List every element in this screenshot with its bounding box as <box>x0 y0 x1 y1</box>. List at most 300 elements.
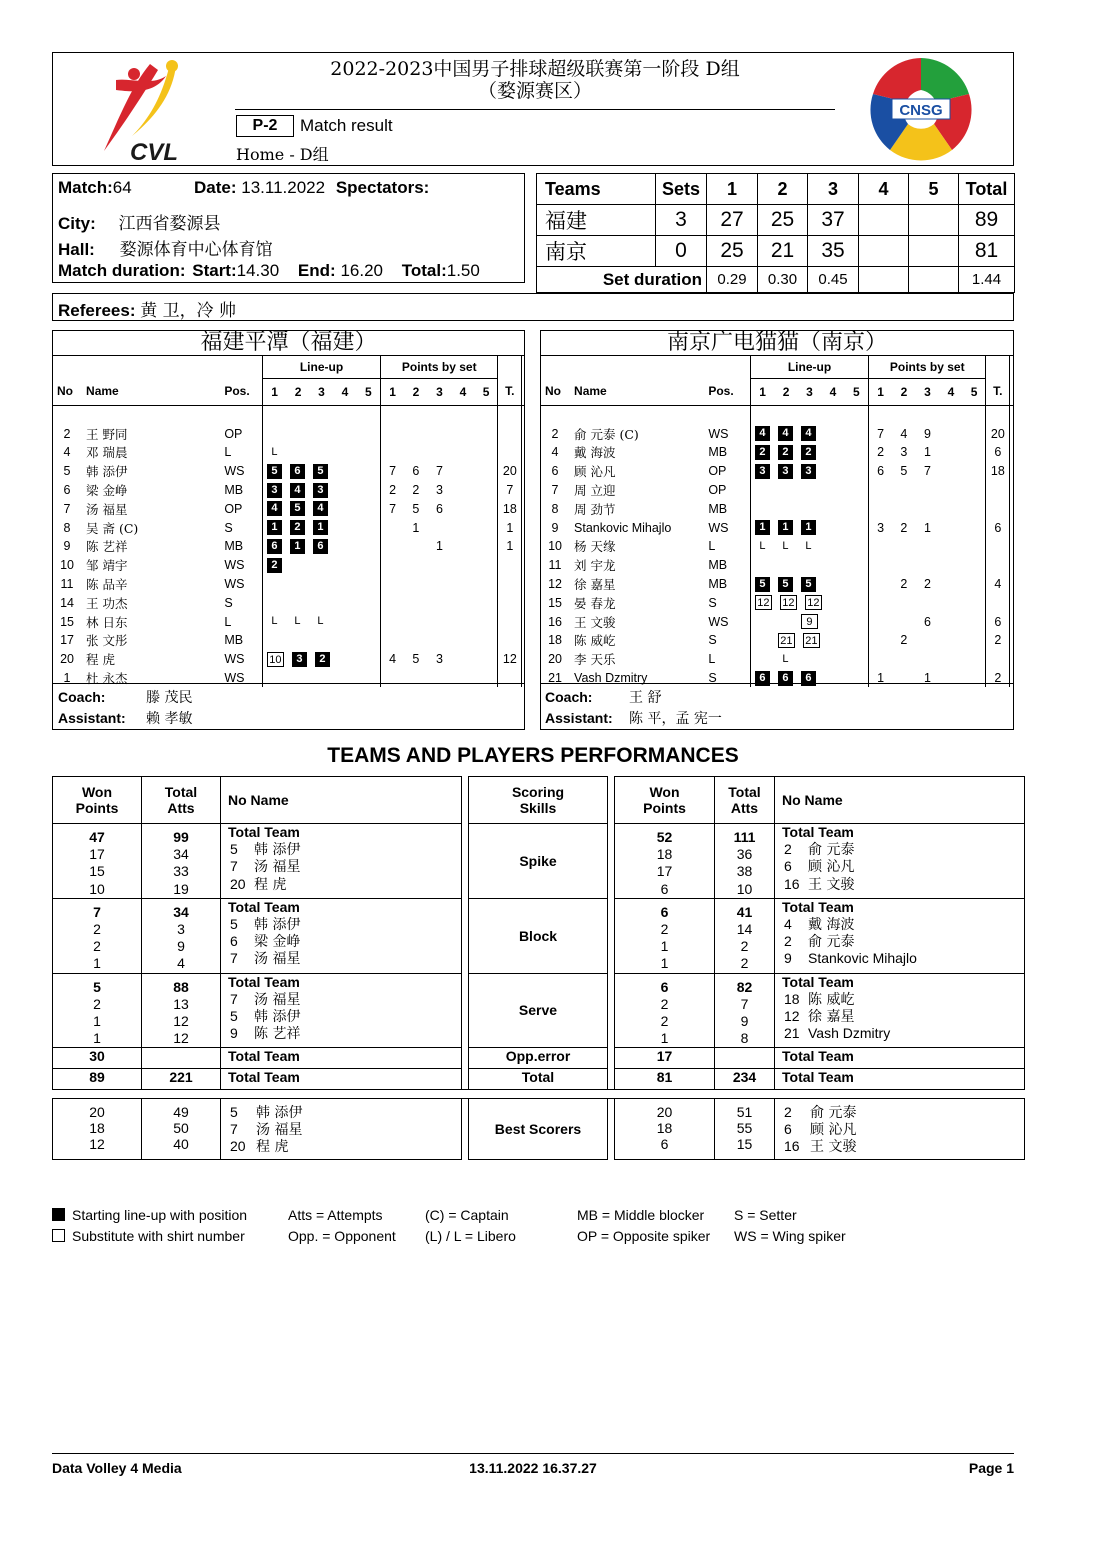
points-by-set-header: Points by set <box>869 356 986 378</box>
result-cell: 0 <box>656 236 707 267</box>
perf-player: Total Team <box>221 1069 462 1090</box>
lineup-position: 6 <box>313 539 328 554</box>
result-cell: 81 <box>959 236 1015 267</box>
perf-value: 20 <box>89 1104 105 1121</box>
perf-value: 2 <box>93 995 101 1012</box>
player-total: 6 <box>986 612 1010 631</box>
lineup-position: 21 <box>778 633 795 648</box>
player-row <box>540 556 1014 575</box>
player-lineup <box>262 650 380 669</box>
perf-section <box>53 898 1025 973</box>
result-header: Total <box>959 174 1015 205</box>
footer-center: 13.11.2022 16.37.27 <box>469 1460 597 1476</box>
skill-label: Serve <box>469 973 608 1048</box>
set-header: 4 <box>829 384 837 399</box>
player-row <box>52 462 525 481</box>
perf-player <box>775 1008 1024 1025</box>
player-position: WS <box>224 652 245 667</box>
title-line-2: （婺源赛区） <box>477 80 592 102</box>
perf-player-number: 7 <box>230 950 238 967</box>
set-points <box>428 443 452 462</box>
perf-player-name: 王 文骏 <box>808 876 855 893</box>
player-position: S <box>708 671 717 686</box>
perf-player <box>221 858 461 875</box>
start-value: 14.30 <box>236 261 280 280</box>
perf-player-name: Total Team <box>228 973 300 990</box>
perf-value: 33 <box>173 863 189 880</box>
perf-player <box>221 876 461 893</box>
perf-player <box>221 916 461 933</box>
perf-value: 18 <box>656 846 673 863</box>
player-row <box>540 499 1014 518</box>
end-label: End: <box>297 261 336 280</box>
set-points <box>963 443 986 462</box>
perf-value: 234 <box>715 1069 775 1090</box>
set-points <box>869 556 893 575</box>
player-total: 6 <box>986 443 1010 462</box>
perf-player-name: 汤 福星 <box>254 951 301 968</box>
no-header: No <box>545 384 561 399</box>
player-total <box>986 499 1010 518</box>
lineup-table <box>540 356 1014 687</box>
lineup-position: 5 <box>778 577 793 592</box>
set-points <box>475 650 498 669</box>
perf-player <box>221 933 461 950</box>
match-label: Match: <box>58 178 113 197</box>
perf-player-name: Total Team <box>782 973 854 990</box>
set-points <box>428 575 452 594</box>
set-points <box>428 518 452 537</box>
perf-player: 16 王 文骏 <box>784 1138 857 1156</box>
set-points: 7 <box>869 424 893 443</box>
set-points <box>451 537 475 556</box>
coach-value: 滕 茂民 <box>146 690 193 706</box>
lineup-table <box>52 356 525 687</box>
performance-table <box>52 776 1025 1160</box>
player-name: 杨 天缘 <box>574 539 616 555</box>
player-number: 9 <box>63 539 71 554</box>
lineup-position: 3 <box>801 464 816 479</box>
perf-player-number: 2 <box>784 933 792 950</box>
player-name: 陈 威屹 <box>574 633 616 649</box>
perf-player <box>221 1008 461 1025</box>
player-total <box>498 669 522 688</box>
lineup-header: Line-up <box>262 356 380 378</box>
player-position: WS <box>224 671 245 686</box>
set-points: 1 <box>412 520 420 535</box>
set-points <box>451 650 475 669</box>
player-total: 18 <box>986 462 1010 481</box>
legend-sub <box>52 1228 245 1244</box>
player-number: 10 <box>548 539 562 554</box>
player-position: OP <box>224 501 243 516</box>
player-name: 晏 春龙 <box>574 595 616 611</box>
set-points <box>939 575 963 594</box>
set-points <box>475 443 498 462</box>
player-name: 徐 嘉星 <box>574 577 616 593</box>
set-duration: 1.44 <box>959 267 1015 293</box>
pos-header: Pos. <box>708 384 734 399</box>
city-value: 江西省婺源县 <box>118 214 221 234</box>
lineup-position: 1 <box>778 520 793 535</box>
player-total: 4 <box>986 575 1010 594</box>
set-points <box>404 631 428 650</box>
coach-label: Coach: <box>545 689 593 705</box>
perf-player-name: 程 虎 <box>254 876 287 893</box>
player-lineup <box>262 499 380 518</box>
player-total: 7 <box>498 481 522 500</box>
player-row <box>52 669 525 688</box>
player-row <box>540 669 1014 688</box>
perf-value: 40 <box>173 1136 189 1153</box>
player-row <box>540 593 1014 612</box>
set-points <box>916 499 940 518</box>
player-name: 程 虎 <box>86 652 116 668</box>
perf-value: 99 <box>173 829 189 845</box>
lineup-position: L <box>782 540 789 553</box>
perf-player <box>775 933 1024 950</box>
perf-player-number: 20 <box>230 875 246 892</box>
player-position: WS <box>224 464 245 479</box>
set-points <box>475 537 498 556</box>
lineup-position: L <box>271 615 278 628</box>
set-header: 2 <box>412 384 420 399</box>
set-points <box>404 612 428 631</box>
player-number: 21 <box>548 671 562 686</box>
footer-right: Page 1 <box>968 1460 1014 1476</box>
set-points: 3 <box>900 445 908 460</box>
set-points: 7 <box>435 464 443 479</box>
perf-player-number: 6 <box>784 858 792 875</box>
lineup-position: 4 <box>313 501 328 516</box>
player-row <box>52 612 525 631</box>
player-position: MB <box>708 445 728 460</box>
legend <box>52 1207 1014 1251</box>
player-name: 林 日东 <box>86 614 128 630</box>
lineup-position: 2 <box>267 558 282 573</box>
set-points <box>475 481 498 500</box>
lineup-position: 2 <box>778 445 793 460</box>
perf-value: 3 <box>177 920 185 937</box>
perf-player-name: Total Team <box>782 824 854 840</box>
set-header: 1 <box>869 378 893 405</box>
lineup-position: 6 <box>290 464 305 479</box>
perf-value: 9 <box>740 1012 749 1029</box>
player-total: 6 <box>986 518 1010 537</box>
set-points <box>381 669 405 688</box>
player-row <box>540 537 1014 556</box>
perf-player <box>775 824 1024 841</box>
player-number: 16 <box>548 614 562 629</box>
set-points <box>404 424 428 443</box>
player-lineup <box>262 537 380 556</box>
player-lineup <box>750 424 868 443</box>
lineup-position: 5 <box>267 464 282 479</box>
perf-value: 41 <box>736 903 753 920</box>
player-row <box>52 593 525 612</box>
player-name: 周 立迎 <box>574 483 616 499</box>
lineup-position: 2 <box>801 445 816 460</box>
lineup-position: 9 <box>801 614 818 629</box>
player-row <box>540 518 1014 537</box>
perf-player-number: 7 <box>230 858 238 875</box>
lineup-position: 2 <box>290 520 305 535</box>
set-points: 7 <box>381 462 405 481</box>
set-points: 1 <box>923 671 931 686</box>
player-row <box>52 575 525 594</box>
set-duration <box>859 267 909 293</box>
set-points <box>475 499 498 518</box>
legend-text: Starting line-up with position <box>72 1207 248 1223</box>
player-number: 20 <box>60 652 74 667</box>
perf-value: 12 <box>89 1136 105 1153</box>
lineup-position: 2 <box>755 445 770 460</box>
set-points <box>939 593 963 612</box>
lineup-position: 6 <box>801 671 816 686</box>
set-points: 2 <box>923 577 931 592</box>
set-points <box>916 650 940 669</box>
player-position: WS <box>708 520 729 535</box>
perf-value: 7 <box>740 995 749 1012</box>
set-points <box>869 481 893 500</box>
perf-value: 6 <box>660 978 669 995</box>
perf-player <box>221 899 461 916</box>
player-total: 18 <box>498 499 522 518</box>
player-total: 1 <box>498 518 522 537</box>
set-points <box>963 575 986 594</box>
player-total <box>498 631 522 650</box>
player-position: OP <box>224 426 243 441</box>
title-rule <box>235 109 835 110</box>
perf-value: 17 <box>656 863 673 880</box>
set-points <box>869 537 893 556</box>
perf-value: 10 <box>89 880 105 897</box>
lineup-position <box>755 633 770 648</box>
referees <box>58 296 236 321</box>
total-label: Total: <box>401 261 447 280</box>
player-total <box>498 424 522 443</box>
set-points <box>451 443 475 462</box>
home-team-name: 福建平潭（福建） <box>52 330 525 356</box>
lineup-position: 6 <box>267 539 282 554</box>
perf-value: 36 <box>736 846 753 863</box>
perf-player-number: 16 <box>784 875 800 892</box>
result-header: 2 <box>758 174 808 205</box>
player-total: 2 <box>986 669 1010 688</box>
player-lineup <box>750 443 868 462</box>
result-cell: 35 <box>808 236 859 267</box>
performance-area <box>52 776 1020 1168</box>
player-number: 11 <box>60 577 74 592</box>
set-header: 1 <box>271 384 278 399</box>
player-position: MB <box>224 539 244 554</box>
set-points <box>963 518 986 537</box>
set-points <box>892 556 916 575</box>
set-points <box>475 424 498 443</box>
lineup-position: 1 <box>290 539 305 554</box>
set-points: 3 <box>435 652 443 667</box>
set-points <box>381 612 405 631</box>
player-number: 10 <box>60 558 74 573</box>
perf-header: No Name <box>775 777 1025 824</box>
result-cell <box>859 236 909 267</box>
footer-rule <box>52 1453 1014 1454</box>
player-number: 17 <box>60 633 74 648</box>
perf-player-number: 9 <box>230 1025 238 1042</box>
player-name: 周 劲节 <box>574 501 616 517</box>
set-points <box>404 537 428 556</box>
result-cell: 3 <box>656 205 707 236</box>
player-lineup <box>262 669 380 688</box>
perf-player-name: 汤 福星 <box>254 859 301 876</box>
home-group: Home - D组 <box>236 145 329 164</box>
set-headers <box>262 378 380 405</box>
set-points: 1 <box>869 669 893 688</box>
set-points <box>475 462 498 481</box>
player-name: Vash Dzmitry <box>574 671 648 686</box>
legend-text: Substitute with shirt number <box>72 1228 245 1244</box>
set-points <box>869 575 893 594</box>
perf-player <box>775 899 1024 916</box>
player-position: L <box>224 445 232 460</box>
set-points: 7 <box>923 464 931 479</box>
player-number: 15 <box>548 595 562 610</box>
perf-value: 12 <box>173 1012 189 1029</box>
player-lineup <box>262 575 380 594</box>
set-header: 5 <box>482 384 490 399</box>
player-row <box>540 424 1014 443</box>
lineup-position: 3 <box>313 483 328 498</box>
perf-player-number: 9 <box>784 950 792 967</box>
set-points <box>428 593 452 612</box>
player-row <box>52 499 525 518</box>
away-team-name: 南京广电猫猫（南京） <box>540 330 1014 356</box>
player-position: S <box>224 595 233 610</box>
player-number: 5 <box>63 464 71 479</box>
set-headers <box>750 378 868 405</box>
perf-player: Total Team <box>221 1048 462 1069</box>
perf-header: Won Points <box>615 777 715 824</box>
perf-player-name: 梁 金峥 <box>254 934 301 951</box>
set-points: 6 <box>435 501 443 516</box>
player-name: 张 文彤 <box>86 633 128 649</box>
lineup-position: 5 <box>755 577 770 592</box>
perf-total-row <box>53 1048 1025 1069</box>
player-name: Stankovic Mihajlo <box>574 520 672 535</box>
player-row <box>52 443 525 462</box>
perf-value: 82 <box>736 978 753 995</box>
set-header: 3 <box>318 384 325 399</box>
player-lineup <box>262 556 380 575</box>
set-points <box>475 612 498 631</box>
lineup-position: 21 <box>803 633 820 648</box>
best-scorers-row <box>53 1099 1025 1160</box>
set-points <box>963 593 986 612</box>
player-row <box>540 462 1014 481</box>
set-header: 5 <box>853 384 860 399</box>
set-points <box>381 518 405 537</box>
skill-label: Block <box>469 898 608 973</box>
home-coach-area <box>52 683 525 684</box>
player-row <box>52 556 525 575</box>
lineup-position: 6 <box>778 671 793 686</box>
player-position: WS <box>224 558 245 573</box>
set-points <box>404 443 428 462</box>
player-total <box>986 537 1010 556</box>
perf-player-name: Total Team <box>228 824 300 840</box>
perf-value: 111 <box>733 829 756 845</box>
perf-value: 19 <box>173 880 189 897</box>
perf-value: 34 <box>173 846 189 863</box>
set-points <box>939 424 963 443</box>
lineup-position: L <box>317 615 324 628</box>
player-lineup <box>262 518 380 537</box>
player-position: WS <box>224 577 245 592</box>
set-points <box>892 650 916 669</box>
date-value: 13.11.2022 <box>241 178 326 197</box>
player-row <box>540 575 1014 594</box>
cvl-logo <box>92 56 192 164</box>
city-label: City: <box>58 214 96 233</box>
perf-player-name: Total Team <box>782 898 854 915</box>
player-position: OP <box>708 464 727 479</box>
perf-value: 13 <box>173 995 189 1012</box>
perf-player-name: 韩 添伊 <box>254 916 301 933</box>
coach-value: 王 舒 <box>629 690 662 706</box>
report-subtitle: Match result <box>300 116 393 135</box>
perf-value: 6 <box>660 880 669 897</box>
assistant-label: Assistant: <box>545 710 613 726</box>
player-position: MB <box>708 558 728 573</box>
skill-label: Total <box>469 1069 608 1090</box>
lineup-position: 4 <box>801 426 816 441</box>
perf-player-number: 5 <box>230 1007 238 1024</box>
set-points <box>451 462 475 481</box>
player-lineup <box>750 669 868 688</box>
away-coach-area <box>540 683 1014 684</box>
start-label: Start: <box>192 261 237 280</box>
end-value: 16.20 <box>340 261 383 280</box>
lineup-position: 3 <box>778 464 793 479</box>
skill-label: Opp.error <box>469 1048 608 1069</box>
lineup-position: L <box>782 652 789 665</box>
perf-player <box>775 950 1024 967</box>
perf-player-number: 6 <box>230 933 238 950</box>
set-points <box>892 612 916 631</box>
set-points <box>869 593 893 612</box>
set-points <box>475 556 498 575</box>
set-duration-row <box>537 267 1015 293</box>
points-by-set-header: Points by set <box>381 356 498 378</box>
perf-player-name: 陈 威屹 <box>808 991 855 1008</box>
set-points <box>939 443 963 462</box>
perf-value: 89 <box>53 1069 142 1090</box>
lineup-position: 5 <box>290 501 305 516</box>
set-duration <box>909 267 959 293</box>
lineup-position: 4 <box>267 501 282 516</box>
perf-value <box>142 1048 221 1069</box>
duration-label: Match duration: <box>58 261 186 280</box>
set-points <box>475 593 498 612</box>
no-header: No <box>57 384 73 399</box>
report-code: P-2 <box>236 115 294 137</box>
set-points <box>381 556 405 575</box>
match-number: 64 <box>112 178 132 197</box>
result-row <box>537 236 1015 267</box>
perf-value: 8 <box>740 1030 749 1047</box>
perf-player <box>775 841 1024 858</box>
player-row <box>52 650 525 669</box>
